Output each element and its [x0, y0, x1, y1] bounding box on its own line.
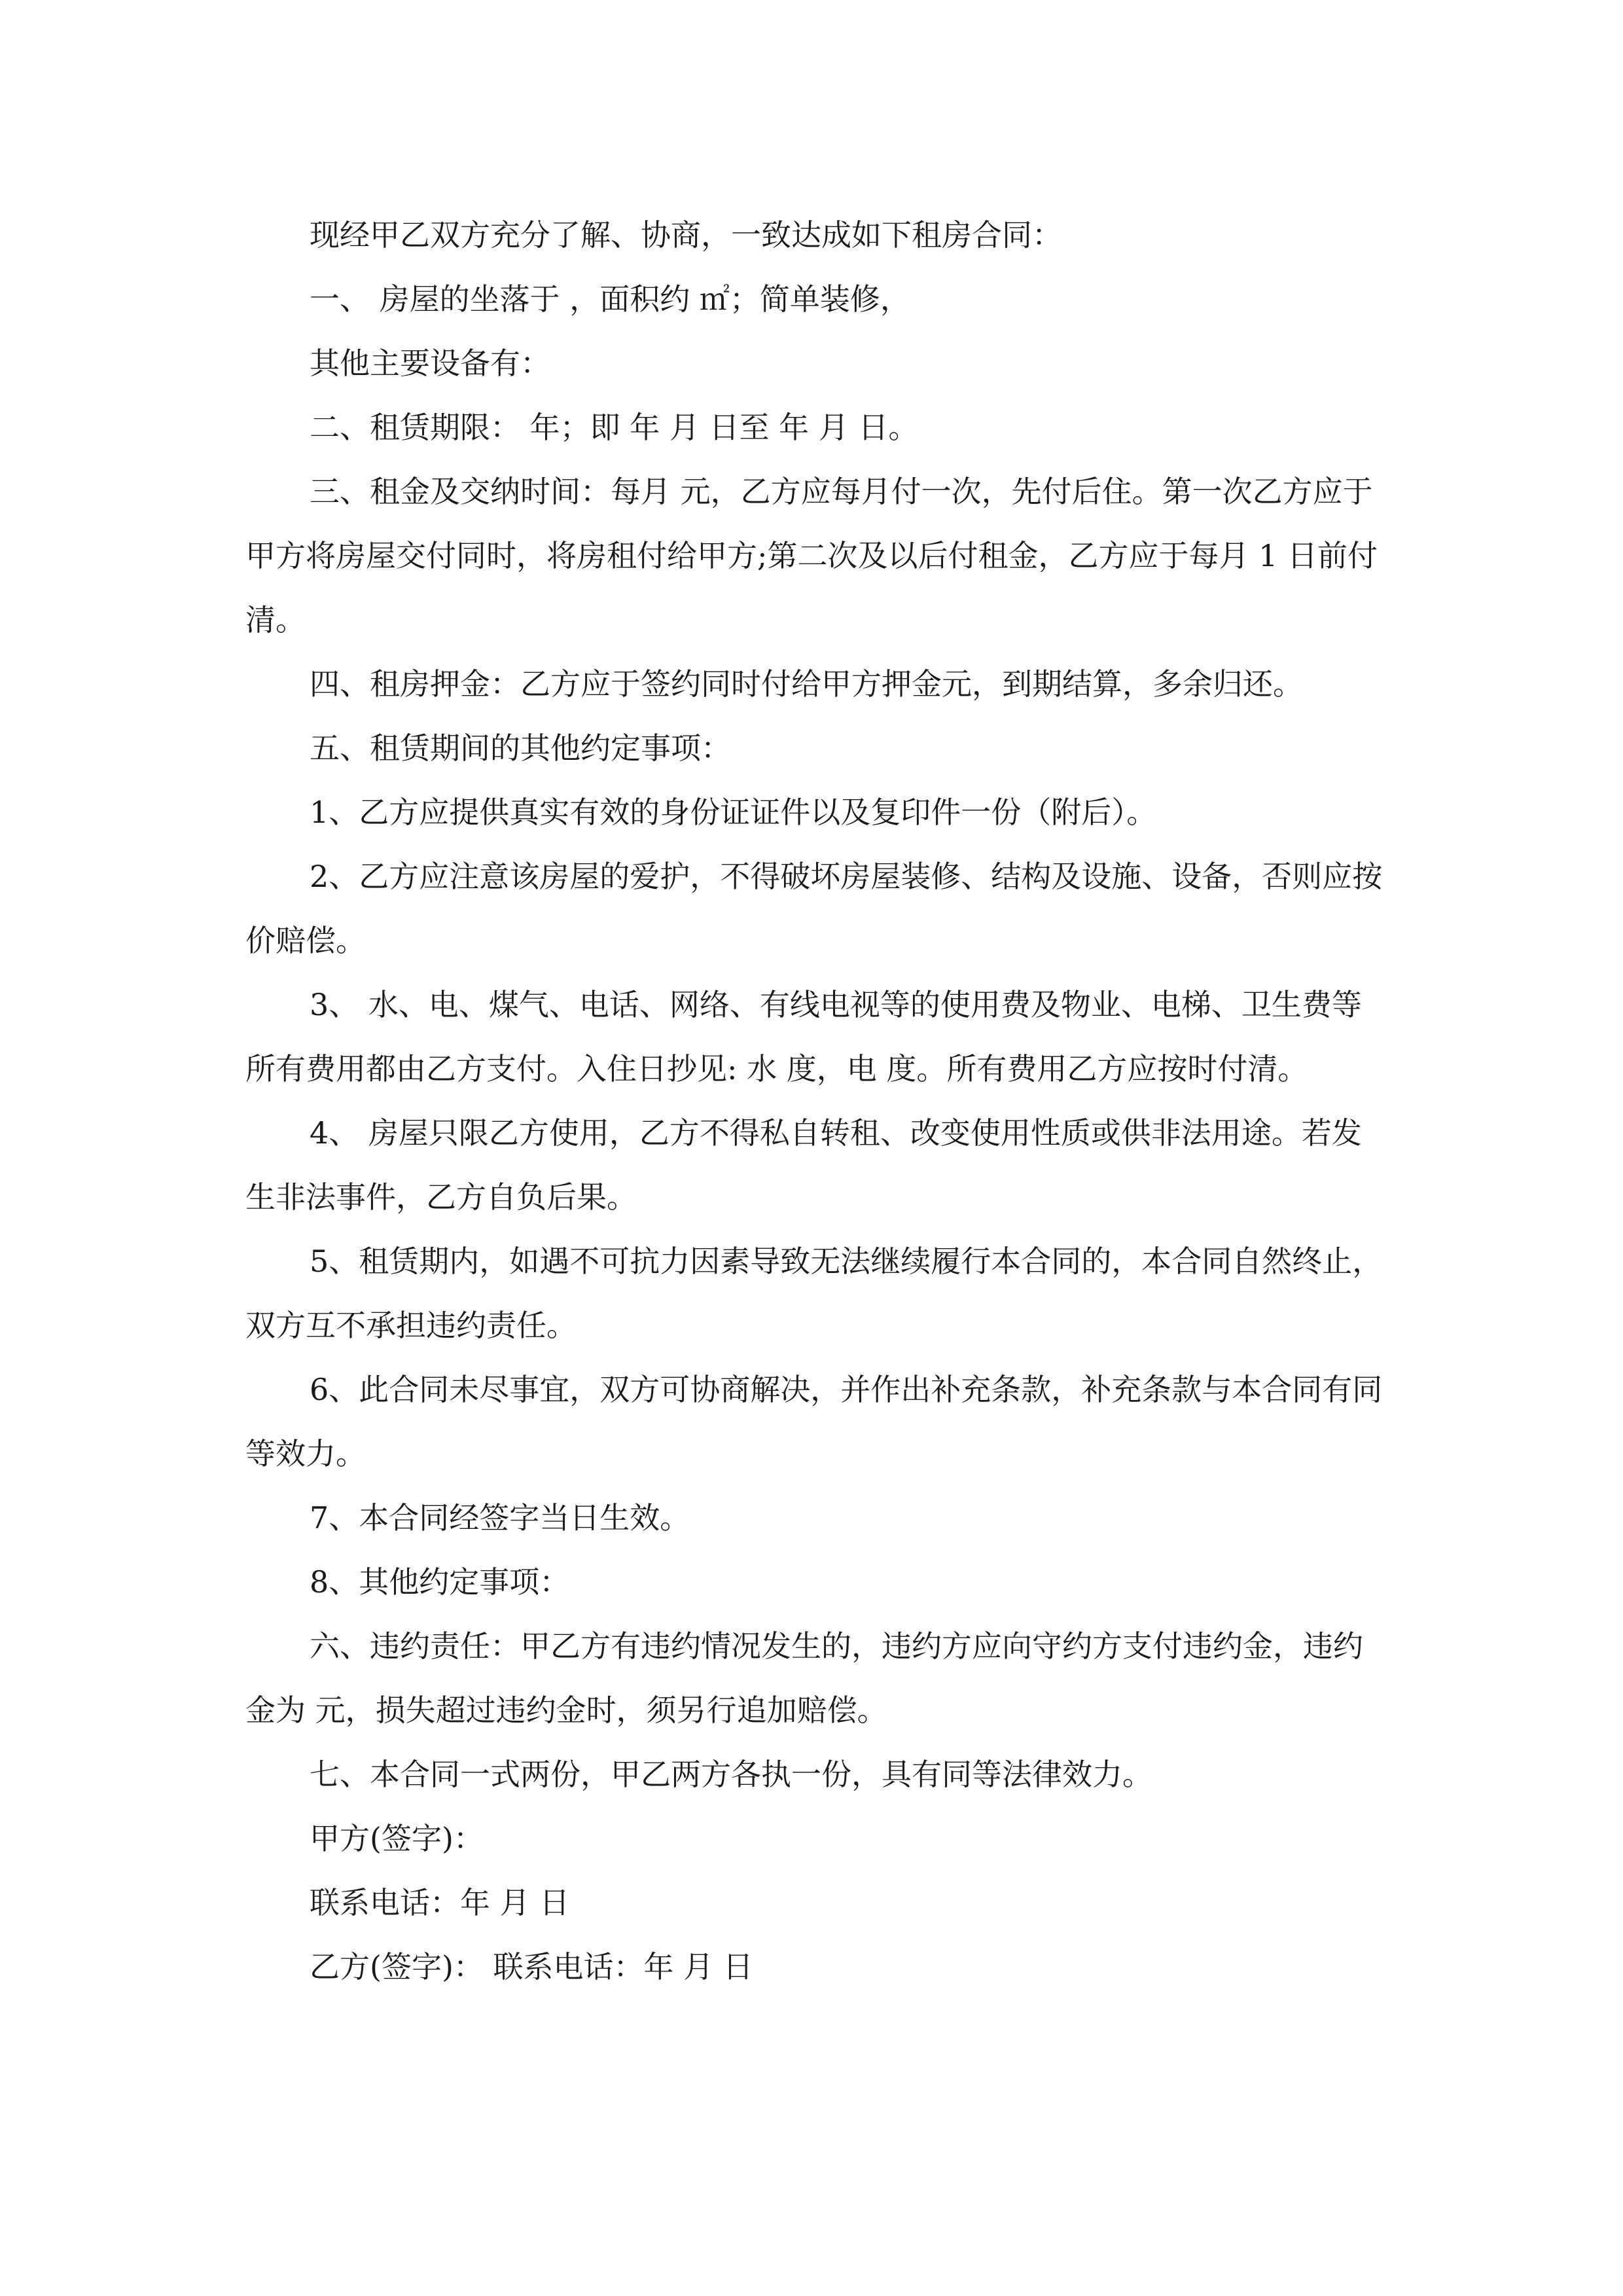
paragraph-clause-5: 五、租赁期间的其他约定事项： — [310, 730, 731, 766]
paragraph-clause-1: 一、 房屋的坐落于 ，面积约 ㎡；简单装修， — [310, 281, 910, 317]
contract-body — [245, 203, 1384, 1999]
paragraph-equipment: 其他主要设备有： — [310, 346, 550, 381]
paragraph-item-3: 3、 水、电、煤气、电话、网络、有线电视等的使用费及物业、电梯、卫生费等所有费用都由乙方支付。入住日抄见: 水 度，电 度。所有费用乙方应按时付清。 — [245, 987, 1362, 1086]
paragraph-item-5: 5、租赁期内，如遇不可抗力因素导致无法继续履行本合同的，本合同自然终止，双方互不承担违约责任。 — [245, 1244, 1383, 1343]
paragraph-clause-3: 三、租金及交纳时间：每月 元，乙方应每月付一次，先付后住。第一次乙方应于甲方将房屋交付同时，将房租付给甲方;第二次及以后付租金，乙方应于每月 1 日前付清。 — [245, 474, 1378, 637]
paragraph-clause-7: 七、本合同一式两份，甲乙两方各执一份，具有同等法律效力。 — [310, 1757, 1152, 1792]
paragraph-item-2: 2、乙方应注意该房屋的爱护，不得破坏房屋装修、结构及设施、设备，否则应按价赔偿。 — [245, 859, 1383, 958]
paragraph-intro: 现经甲乙双方充分了解、协商，一致达成如下租房合同： — [310, 217, 1062, 253]
paragraph-item-1: 1、乙方应提供真实有效的身份证证件以及复印件一份（附后）。 — [310, 795, 1157, 830]
paragraph-item-8: 8、其他约定事项： — [310, 1564, 570, 1600]
paragraph-item-4: 4、 房屋只限乙方使用，乙方不得私自转租、改变使用性质或供非法用途。若发生非法事件，乙方自负后果。 — [245, 1115, 1362, 1215]
signature-party-a: 甲方(签字)： — [310, 1821, 484, 1856]
paragraph-item-7: 7、本合同经签字当日生效。 — [310, 1500, 690, 1535]
contact-party-a: 联系电话：年 月 日 — [310, 1885, 570, 1920]
paragraph-clause-4: 四、租房押金：乙方应于签约同时付给甲方押金元，到期结算，多余归还。 — [310, 666, 1303, 702]
paragraph-clause-6: 六、违约责任：甲乙方有违约情况发生的，违约方应向守约方支付违约金，违约金为 元，损失超过违约金时，须另行追加赔偿。 — [245, 1628, 1363, 1728]
signature-party-b: 乙方(签字)： 联系电话：年 月 日 — [310, 1949, 753, 1984]
paragraph-item-6: 6、此合同未尽事宜，双方可协商解决，并作出补充条款，补充条款与本合同有同等效力。 — [245, 1372, 1383, 1471]
paragraph-clause-2: 二、租赁期限： 年；即 年 月 日至 年 月 日。 — [310, 410, 919, 445]
